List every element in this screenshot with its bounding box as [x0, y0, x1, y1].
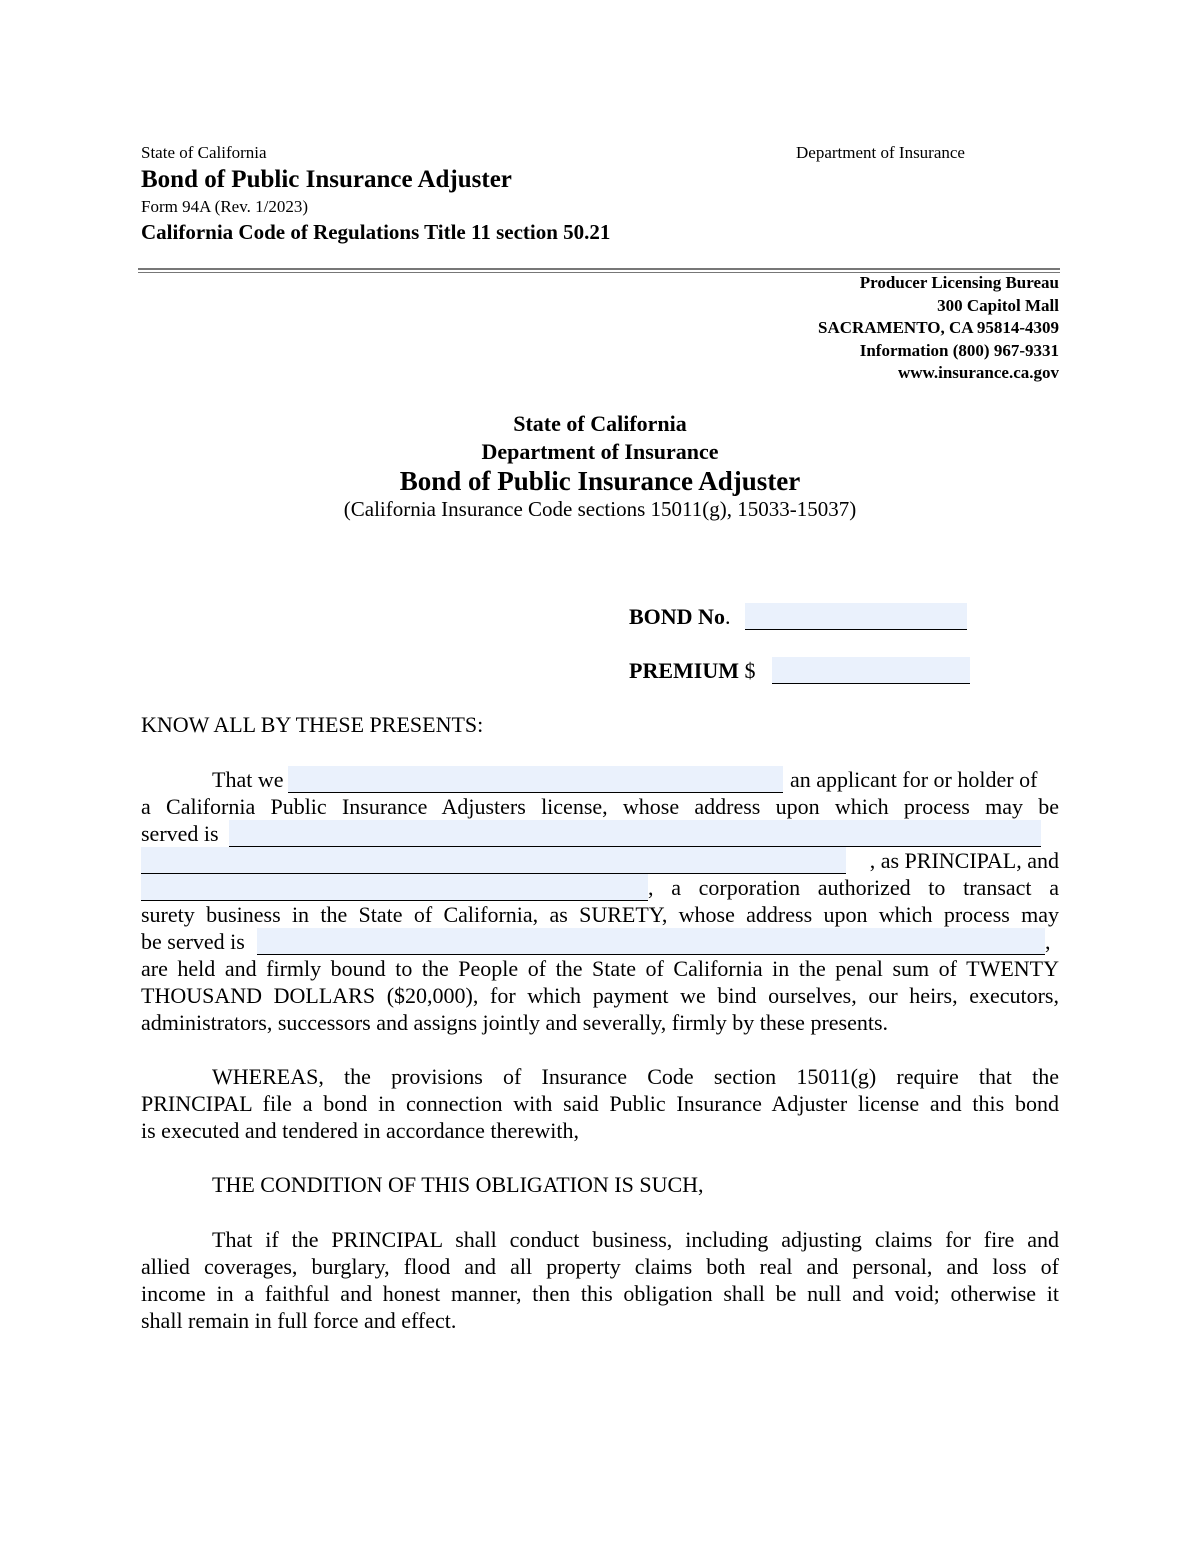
as-principal-text: , as PRINCIPAL, and: [869, 848, 1059, 873]
address-block: [818, 272, 1059, 385]
premium-field[interactable]: [772, 657, 970, 684]
know-all-heading: KNOW ALL BY THESE PRESENTS:: [141, 712, 484, 737]
form-title: Bond of Public Insurance Adjuster: [141, 166, 512, 193]
thousand-dollars-line: THOUSAND DOLLARS ($20,000), for which payment we bind ourselves, our heirs, executors,: [141, 983, 1059, 1008]
address-bureau: Producer Licensing Bureau: [859, 273, 1059, 292]
code-reference: (California Insurance Code sections 15011(g), 15033-15037): [343, 497, 857, 521]
principal-name-field[interactable]: [288, 766, 783, 793]
form-number: Form 94A (Rev. 1/2023): [141, 197, 309, 216]
applicant-text: an applicant for or holder of: [790, 767, 1038, 792]
center-title: Bond of Public Insurance Adjuster: [399, 466, 801, 496]
administrators-line: administrators, successors and assigns jointly and severally, firmly by these presents.: [141, 1010, 889, 1035]
condition-line-4: shall remain in full force and effect.: [141, 1308, 457, 1333]
bond-no-label: BOND No: [629, 604, 725, 629]
condition-line-2: allied coverages, burglary, flood and all property claims both real and personal, and loss of: [141, 1254, 1059, 1279]
condition-line-1: That if the PRINCIPAL shall conduct business, including adjusting claims for fire and: [212, 1227, 1059, 1252]
surety-address-field[interactable]: [257, 928, 1045, 955]
bond-number-field[interactable]: [745, 603, 967, 630]
served-is-text: served is: [141, 821, 219, 846]
premium-label-group: [629, 657, 755, 684]
center-state: State of California: [513, 411, 687, 436]
be-served-is-text: be served is: [141, 929, 245, 954]
address-street: 300 Capitol Mall: [937, 295, 1059, 315]
address-website: www.insurance.ca.gov: [897, 363, 1059, 382]
center-department: Department of Insurance: [481, 439, 719, 464]
premium-symbol: $: [744, 658, 756, 683]
regulation-reference: California Code of Regulations Title 11 section 50.21: [141, 220, 611, 244]
surety-business-line: surety business in the State of California, as SURETY, whose address upon which process may: [141, 902, 1059, 927]
bond-no-label-group: [629, 603, 730, 630]
header-divider-top: [138, 268, 1060, 270]
header-department: Department of Insurance: [796, 143, 965, 162]
principal-address-field-1[interactable]: [229, 820, 1041, 847]
principal-address-field-2[interactable]: [141, 847, 846, 874]
address-phone: Information (800) 967-9331: [859, 340, 1059, 360]
corporation-text: , a corporation authorized to transact a: [648, 875, 1059, 900]
whereas-line-2: PRINCIPAL file a bond in connection with said Public Insurance Adjuster license and this bond: [141, 1091, 1059, 1116]
premium-label: PREMIUM: [629, 658, 739, 683]
whereas-line-3: is executed and tendered in accordance therewith,: [141, 1118, 579, 1143]
surety-address-comma: ,: [1045, 929, 1051, 954]
license-line: a California Public Insurance Adjusters license, whose address upon which process may be: [141, 794, 1059, 819]
bond-no-dot: .: [724, 604, 731, 629]
condition-line-3: income in a faithful and honest manner, then this obligation shall be null and void; otherwise it: [141, 1281, 1059, 1306]
header-state: State of California: [141, 143, 267, 162]
surety-name-field[interactable]: [141, 874, 648, 901]
whereas-line-1: WHEREAS, the provisions of Insurance Code section 15011(g) require that the: [212, 1064, 1059, 1089]
condition-heading: THE CONDITION OF THIS OBLIGATION IS SUCH,: [212, 1172, 704, 1197]
penal-sum-line: are held and firmly bound to the People of the State of California in the penal sum of TWENTY: [141, 956, 1059, 981]
that-we-text: That we: [212, 767, 284, 792]
address-city: SACRAMENTO, CA 95814-4309: [817, 318, 1059, 337]
